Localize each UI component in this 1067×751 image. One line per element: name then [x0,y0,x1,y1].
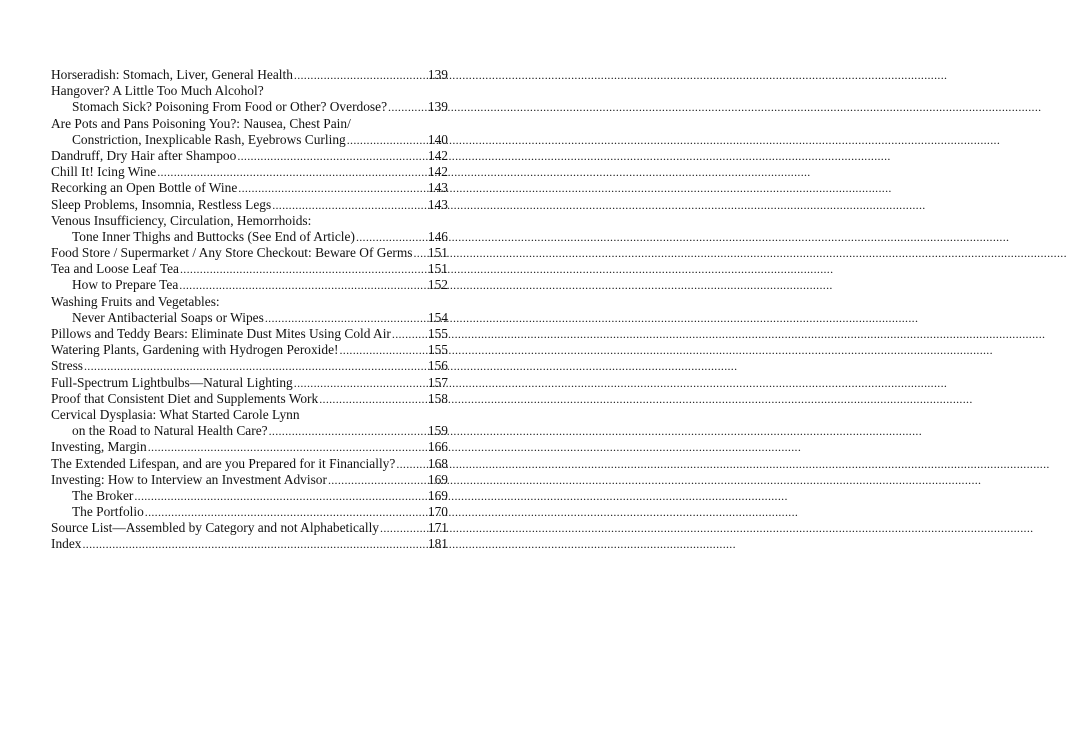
toc-entry-title: Recorking an Open Bottle of Wine [51,180,238,196]
dot-leader [387,99,427,115]
dot-leader [346,132,427,148]
toc-entry [51,456,448,472]
dot-leader [395,456,427,472]
dot-leader [293,375,427,391]
toc-entry-title: Constriction, Inexplicable Rash, Eyebrows Curling [72,131,346,147]
toc-page-number: 151 [427,261,448,277]
toc-entry-title: Watering Plants, Gardening with Hydrogen Peroxide! [51,342,339,358]
toc-entry [51,472,448,488]
toc-entry [51,326,448,342]
dot-leader [327,472,427,488]
toc-entry-title: Stress [51,358,83,374]
toc-entry-title: Are Pots and Pans Poisoning You?: Nausea, Chest Pain/ [51,115,351,131]
dot-leader [293,67,427,83]
toc-subentry [51,310,448,326]
toc-entry [51,261,448,277]
toc-entry-title: Sleep Problems, Insomnia, Restless Legs [51,196,272,212]
dot-leader [83,358,427,374]
dot-leader [147,439,427,455]
toc-entry-title: Tone Inner Thighs and Buttocks (See End of Article) [72,228,355,244]
dot-leader [271,197,427,213]
toc-page-number: 151 [427,245,448,261]
toc-page-number: 169 [427,487,448,503]
toc-entry-title: Venous Insufficiency, Circulation, Hemorrhoids: [51,212,312,228]
toc-entry-title: Horseradish: Stomach, Liver, General Health [51,67,293,82]
toc-entry [51,148,448,164]
toc-entry-title: Washing Fruits and Vegetables: [51,293,220,309]
toc-entry-title: Proof that Consistent Diet and Supplements Work [51,390,319,406]
toc-page-number: 142 [427,147,448,163]
toc-entry [51,391,448,407]
toc-entry [51,375,448,391]
toc-entry [51,164,448,180]
toc-page-number: 140 [427,131,448,147]
toc-entry-title: The Broker [72,487,134,503]
toc-entry-title: The Portfolio [72,504,144,520]
dot-leader [236,148,427,164]
toc-page-number: 155 [427,326,448,341]
toc-entry-title: Tea and Loose Leaf Tea [51,261,179,277]
toc-page-number: 139 [427,99,448,115]
toc-entry [51,358,448,374]
toc-entry-title: Pillows and Teddy Bears: Eliminate Dust Mites Using Cold Air [51,326,391,341]
toc-entry-title: Investing: How to Interview an Investment Advisor [51,471,327,487]
toc-entry [51,180,448,196]
toc-entry-title: Dandruff, Dry Hair after Shampoo [51,147,237,163]
toc-entry [51,536,448,552]
toc-subentry [51,229,448,245]
dot-leader [318,391,427,407]
toc-page-number: 143 [427,196,448,212]
toc-page-number: 154 [427,309,448,325]
toc-subentry [51,99,448,115]
dot-leader [391,326,427,342]
dot-leader [144,504,427,520]
toc-entry-title: The Extended Lifespan, and are you Prepared for it Financially? [51,455,396,471]
toc-page-number: 156 [427,358,448,374]
dot-leader [82,536,428,552]
dot-leader [339,342,428,358]
toc-page-number: 146 [427,228,448,244]
toc-subentry [51,132,448,148]
table-of-contents [51,67,448,553]
toc-entry-title: Chill It! Icing Wine [51,164,157,180]
toc-subentry [51,423,448,439]
toc-entry [51,213,448,229]
toc-entry [51,407,448,423]
toc-entry-title: Hangover? A Little Too Much Alcohol? [51,83,264,99]
toc-entry-title: Food Store / Supermarket / Any Store Checkout: Beware Of Germs [51,245,413,261]
toc-entry [51,116,448,132]
dot-leader [133,488,427,504]
toc-page-number: 169 [427,471,448,487]
dot-leader [355,229,427,245]
toc-entry-title: on the Road to Natural Health Care? [72,423,268,439]
dot-leader [178,277,427,293]
dot-leader [237,180,427,196]
dot-leader [179,261,427,277]
toc-entry-title: Full-Spectrum Lightbulbs—Natural Lighting [51,374,293,390]
toc-page-number: 143 [427,180,448,196]
toc-entry [51,439,448,455]
dot-leader [379,520,427,536]
toc-subentry [51,488,448,504]
toc-entry-title: Investing, Margin [51,439,147,455]
toc-page-number: 170 [427,504,448,520]
toc-page-number: 155 [427,342,448,358]
toc-entry [51,245,448,261]
dot-leader [264,310,427,326]
toc-page-number: 166 [427,439,448,455]
toc-page-number: 181 [427,536,448,552]
toc-entry [51,67,448,83]
dot-leader [412,245,427,261]
toc-page-number: 152 [427,277,448,293]
toc-entry [51,520,448,536]
toc-subentry [51,277,448,293]
toc-entry-title: Never Antibacterial Soaps or Wipes [72,309,264,325]
toc-entry [51,83,448,99]
toc-entry-title: Index [51,536,82,552]
toc-entry-title: Stomach Sick? Poisoning From Food or Other? Overdose? [72,99,388,115]
toc-page-number: 139 [427,67,448,82]
toc-entry [51,197,448,213]
toc-page-number: 142 [427,164,448,180]
toc-entry-title: How to Prepare Tea [72,277,179,293]
toc-subentry [51,504,448,520]
dot-leader [268,423,427,439]
dot-leader [156,164,427,180]
toc-entry [51,294,448,310]
toc-page-number: 157 [427,374,448,390]
toc-page-number: 159 [427,423,448,439]
toc-entry [51,342,448,358]
toc-page-number: 168 [427,455,448,471]
toc-page-number: 171 [427,520,448,536]
toc-page-number: 158 [427,390,448,406]
toc-entry-title: Source List—Assembled by Category and not Alphabetically [51,520,380,536]
toc-entry-title: Cervical Dysplasia: What Started Carole Lynn [51,406,300,422]
